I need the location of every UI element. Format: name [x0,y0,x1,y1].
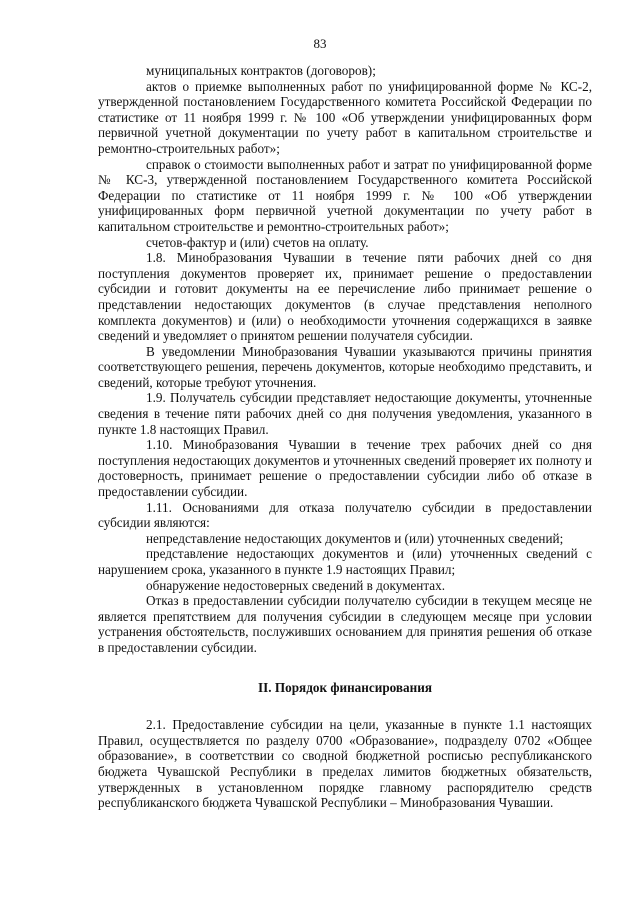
section-title: II. Порядок финансирования [258,679,432,695]
paragraph: представление недостающих документов и (или) уточненных сведений с нарушением срока, указанного в пункте 1.9 настоящих Правил; [98,546,592,577]
paragraph: 1.10. Минобразования Чувашии в течение трех рабочих дней со дня поступления недостающих документов и уточненных сведений проверяет их полноту и достоверность, принимает решение о предоставлении субсидии либо об отказе в предоставлении субсидии. [98,437,592,500]
paragraph: справок о стоимости выполненных работ и затрат по унифицированной форме № КС-3, утвержденной постановлением Государственного комитета Российской Федерации по статистике от 11 ноября 1999 г. № 100 «Об утверждении унифицированных форм первичной учетной документации по учету работ в капитальном строительстве и ремонтно-строительных работ»; [98,156,592,234]
paragraph: 1.9. Получатель субсидии представляет недостающие документы, уточненные сведения в течение пяти рабочих дней со дня получения уведомления, указанного в пункте 1.8 настоящих Правил. [98,390,592,437]
paragraph: 1.11. Основаниями для отказа получателю субсидии в предоставлении субсидии являются: [98,499,592,531]
paragraph: 1.8. Минобразования Чувашии в течение пяти рабочих дней со дня поступления документов проверяет их, принимает решение о предоставлении субсидии и готовит документы на ее перечисление либо принимает решение о представлении недостающих документов (в случае представления неполного комплекта документов) и (или) о необходимости уточнения содержащихся в заявке сведений и уведомляет о принятом решении получателя субсидии. [98,250,592,344]
paragraph: В уведомлении Минобразования Чувашии указываются причины принятия соответствующего решения, перечень документов, которые необходимо представить, и сведений, которые требуют уточнения. [98,343,592,390]
paragraph: муниципальных контрактов (договоров); [146,63,376,78]
paragraph: непредставление недостающих документов и (или) уточненных сведений; [146,530,564,546]
paragraph: Отказ в предоставлении субсидии получателю субсидии в текущем месяце не является препятствием для получения субсидии в следующем месяце при условии устранения обстоятельств, послуживших основанием для принятия решения об отказе в предоставлении субсидии. [98,593,592,655]
page-number: 83 [313,36,327,51]
document-body [98,63,592,811]
paragraph: счетов-фактур и (или) счетов на оплату. [146,234,369,250]
paragraph: 2.1. Предоставление субсидии на цели, указанные в пункте 1.1 настоящих Правил, осуществляется по разделу 0700 «Образование», подразделу 0702 «Общее образование», в соответствии со сводной бюджетной росписью республиканского бюджета Чувашской Республики в пределах лимитов бюджетных обязательств, утвержденных в установленном порядке главному распорядителю средств республиканского бюджета Чувашской Республики – Минобразования Чувашии. [98,717,592,811]
paragraph: обнаружение недостоверных сведений в документах. [146,577,446,593]
paragraph: актов о приемке выполненных работ по унифицированной форме № КС-2, утвержденной постановлением Государственного комитета Российской Федерации по статистике от 11 ноября 1999 г. № 100 «Об утверждении унифицированных форм первичной учетной документации по учету работ в капитальном строительстве и ремонтно-строительных работ»; [98,78,592,156]
